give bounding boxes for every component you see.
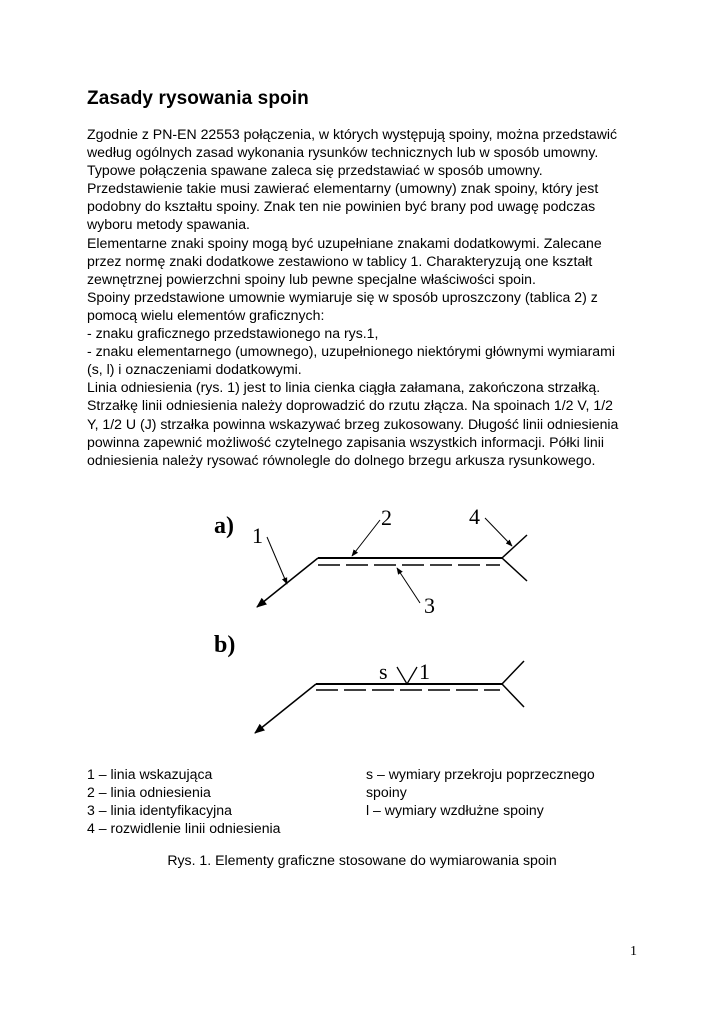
body-line: zewnętrznej powierzchni spoiny lub pewne specjalne właściwości spoin. [87, 270, 536, 287]
figure-label-b: b) [214, 632, 236, 658]
figure-label-l: 1 [419, 659, 430, 684]
body-line: Strzałkę linii odniesienia należy doprowadzić do rzutu złącza. Na spoinach 1/2 V, 1/2 [87, 397, 613, 414]
tail-fork-upper-b [502, 661, 524, 684]
arrow-line-a [257, 558, 318, 607]
legend-item: spoiny [366, 784, 407, 800]
legend-left [87, 765, 281, 837]
body-line: - znaku elementarnego (umownego), uzupełnionego niektórymi głównymi wymiarami [87, 343, 615, 360]
body-line: wyboru metody spawania. [87, 216, 250, 233]
tail-fork-upper-a [502, 535, 527, 558]
body-line: Zgodnie z PN-EN 22553 połączenia, w których występują spoiny, można przedstawić [87, 126, 618, 142]
figure-caption: Rys. 1. Elementy graficzne stosowane do wymiarowania spoin [167, 852, 557, 868]
body-line: Elementarne znaki spoiny mogą być uzupełniane znakami dodatkowymi. Zalecane [87, 234, 602, 251]
body-line: przez normę znaki dodatkowe zestawiono w tablicy 1. Charakteryzują one kształt [87, 252, 593, 269]
legend-item: l – wymiary wzdłużne spoiny [366, 802, 544, 818]
legend-item: 2 – linia odniesienia [87, 784, 211, 800]
page-number: 1 [630, 944, 637, 959]
body-line: podobny do kształtu spoiny. Znak ten nie powinien być brany pod uwagę podczas [87, 198, 596, 215]
leader-2-arrow [352, 520, 380, 556]
page-title: Zasady rysowania spoin [87, 88, 309, 109]
legend-item: s – wymiary przekroju poprzecznego [366, 766, 595, 782]
legend-item: 1 – linia wskazująca [87, 766, 213, 782]
body-line: Typowe połączenia spawane zaleca się przedstawiać w sposób umowny. [87, 162, 543, 179]
arrow-line-b [255, 684, 316, 733]
figure-label-1: 1 [252, 523, 263, 548]
figure-label-3: 3 [424, 593, 435, 618]
body-line: pomocą wielu elementów graficznych: [87, 306, 325, 323]
body-line: odniesienia należy rysować równolegle do dolnego brzegu arkusza rysunkowego. [87, 451, 596, 468]
figure-label-4: 4 [469, 504, 480, 529]
body-line: Y, 1/2 U (J) strzałka powinna wskazywać brzeg zukosowany. Długość linii odniesienia [87, 415, 619, 432]
body-line: Spoiny przedstawione umownie wymiaruje się w sposób uproszczony (tablica 2) z [87, 288, 598, 305]
body-line: Przedstawienie takie musi zawierać elementarny (umowny) znak spoiny, który jest [87, 180, 599, 197]
legend-item: 4 – rozwidlenie linii odniesienia [87, 820, 281, 836]
figure-label-2: 2 [381, 505, 392, 530]
body-line: według ogólnych zasad wykonania rysunków technicznych lub w sposób umowny. [87, 144, 599, 161]
legend-item: 3 – linia identyfikacyjna [87, 802, 232, 818]
leader-1-arrow [267, 537, 287, 584]
body-line: powinna zapewnić możliwość czytelnego zapisania wszystkich informacji. Półki linii [87, 433, 604, 450]
legend-right [366, 765, 595, 819]
tail-fork-lower-b [502, 684, 524, 707]
figure-label-s: s [379, 659, 388, 684]
leader-3-arrow [397, 568, 420, 603]
body-line: (s, l) i oznaczeniami dodatkowymi. [87, 361, 302, 378]
leader-4-arrow [485, 518, 512, 546]
figure-label-a: a) [214, 513, 234, 539]
weld-symbol-v [397, 667, 417, 684]
body-line: Linia odniesienia (rys. 1) jest to linia cienka ciągła załamana, zakończona strzałką. [87, 379, 601, 396]
tail-fork-lower-a [502, 558, 527, 581]
body-line: - znaku graficznego przedstawionego na rys.1, [87, 325, 379, 342]
